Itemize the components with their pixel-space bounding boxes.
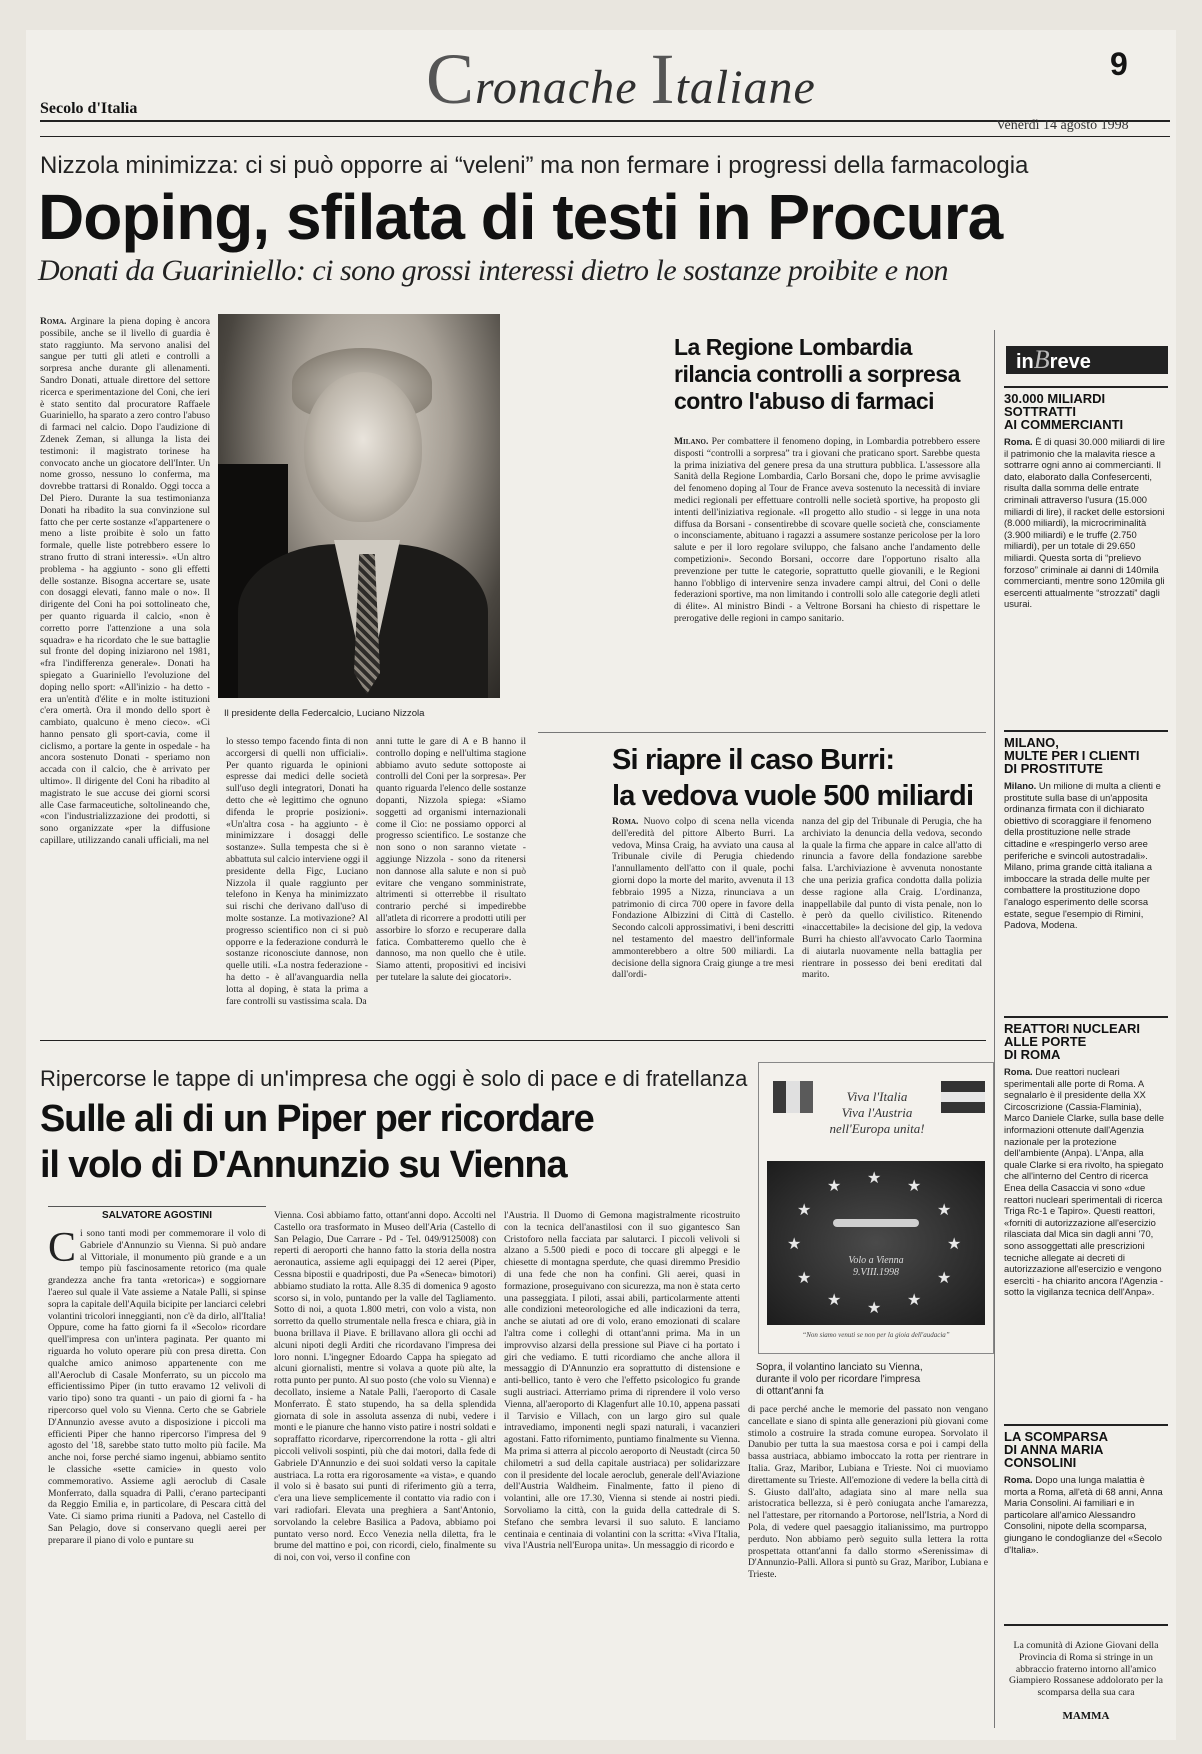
brief4-rule bbox=[1004, 1424, 1168, 1426]
notice-text: La comunità di Azione Giovani della Provincia di Roma si stringe in un abbraccio fraterno intorno all'amico Giampiero Rossanese addolorato per la scomparsa della sua cara bbox=[1009, 1640, 1163, 1699]
star-icon: ★ bbox=[867, 1170, 882, 1187]
main-story-col1: Roma. Arginare la piena doping è ancora possibile, anche se il livello di guardia è stato raggiunto. Ma servono analisi del sangue per tutti gli atleti e controlli a sorpresa anche durante gli allenamenti. Sandro Donati, attuale direttore del settore ricerca e sperimentazione del Coni, che ieri è stato sentito dal procuratore Raffaele Guariniello, ha sparato a zero contro l'abuso di farmaci nel calcio. Dopo l'audizione di Zdenek Zeman, si allunga la lista dei testimoni: il magistrato torinese ha convocato anche un giocatore dell'Inter. Un nome grosso, nessuno lo conferma, ma dovrebbe trattarsi di Ronaldo. Oggi tocca a Del Piero. Durante la sua testimonianza Donati ha ribadito la sua convinzione sul fatto che per certe sostanze «l'appartenere o meno a liste proibite è solo un fatto formale, quelle liste potrebbero essere lo strano frutto di strani interessi». «Un altro problema - ha aggiunto - sono gli effetti delle sostanze. Bisogna accertare se, usate con dosaggi elevati, fanno male o no». Il dirigente del Coni ha poi sottolineato che, per quanto riguarda il calcio, «non è corretto porre l'attenzione a una sola squadra» e ha ricordato che le sue battaglie sul fronte del doping iniziarono nel 1981, «fra l'indifferenza generale». Donati ha spiegato a Guariniello l'evoluzione del doping nello sport: «All'inizio - ha detto - era un'entità d'élite e in molte istituzioni c'era omertà. Ora il mondo dello sport è cambiato, qualcuno è meno cieco». «Ci hanno pensato gli sport-cavia, come il ciclismo, a portare la gente in ospedale - ha ancora sostenuto Donati - speriamo non accada con il calcio, che è arrivato per ultimo». Il dirigente del Coni ha ribadito al magistrato le sue accuse dei giorni scorsi alle Case farmaceutiche, soltolineando che, «con l'industrializzazione dei prodotti, si sono organizzate «per la diffusione capillare, utilizzando canali ufficiali, ma nel bbox=[40, 316, 210, 847]
main-kicker: Nizzola minimizza: ci si può opporre ai “veleni” ma non fermare i progressi della farmacologia bbox=[40, 152, 1029, 179]
dropcap: C bbox=[48, 1228, 77, 1271]
brief2-body: Milano. Un milione di multa a clienti e prostitute sulla base di un'apposita ordinanza firmata con il dichiarato obiettivo di scoraggiare il fenomeno della prostituzione nelle strade cittadine e «respingerlo verso aree periferiche e svincoli autostradali». Milano, prima grande città italiana a imboccare la strada delle multe per combattere la prostituzione dopo l'analogo esperimento delle scorsa estate, segue l'esempio di Rimini, Padova, Modena. bbox=[1004, 780, 1161, 931]
sidebar-divider bbox=[994, 330, 995, 1728]
paper-name: Secolo d'Italia bbox=[40, 100, 138, 117]
main-story-col3: anni tutte le gare di A e B hanno il controllo doping e nell'ultima stagione abbiamo avuto sedute sottoposte ai controlli del Coni per la sorpresa». Per quanto riguarda l'elenco delle sostanze dopanti, Nizzola spiega: «Siamo soggetti ad organismi internazionali come il Cio: ne possiamo opporci al progresso scientifico. Le sostanze che non sono o non saranno vietate - aggiunge Nizzola - sono da ritenersi non dannose alla salute e non si può evitare che vengano somministrate, altrimenti si otterrebbe il risultato contrario perché si impedirebbe all'atleta di ricorrere a prodotti utili per assorbire lo sforzo e recuperare dalla fatica. Combatteremo quello che è dannoso, ma non quello che è utile. Siamo attenti, propositivi ed incisivi per tutelare la salute dei giocatori». bbox=[376, 736, 526, 983]
section-title: Cronache Italiane bbox=[426, 39, 816, 119]
brief4-body: Roma. Dopo una lunga malattia è morta a Roma, all'età di 68 anni, Anna Maria Consolini. Ai familiari e in particolare all'amico Alessandro Consolini, nipote della scomparsa, giungano le condoglianze del «Secolo d'Italia». bbox=[1004, 1474, 1163, 1555]
flyer-caption: Sopra, il volantino lanciato su Vienna, durante il volo per ricordare l'impresa di ottant'anni fa bbox=[756, 1362, 923, 1397]
byline-rule bbox=[48, 1206, 266, 1207]
section-initial-c: C bbox=[426, 39, 476, 119]
photo-caption: Il presidente della Federcalcio, Luciano Nizzola bbox=[224, 708, 425, 719]
brief2-headline: MILANO, MULTE PER I CLIENTI DI PROSTITUTE bbox=[1004, 735, 1140, 776]
star-icon: ★ bbox=[947, 1236, 962, 1253]
brief3-body: Roma. Due reattori nucleari sperimentali alle porte di Roma. A segnalarlo è il presidente della XX Circoscrizione (Cassia-Flaminia), Marco Daniele Clarke, sulla base delle informazioni ottenute dall'Agenzia nazionale per la protezione dell'ambiente (Anpa). L'Anpa, alla quale Clarke si era rivolto, ha spiegato che all'interno del Centro di ricerca Enea della Casaccia vi sono «due reattori nucleari sperimentali di ricerca Triga Rc-1 e Tapiro». Questi reattori, «forniti di autorizzazione all'esercizio rilasciata dal Mica sin dagli anni '70, sono assoggettati alle prescrizioni tecniche allegate ai decreti di autorizzazione all'esercizio e vengono esercìti - ha chiarito ancora l'Agenzia - sotto la vigilanza tecnica dell'Anpa». bbox=[1004, 1066, 1164, 1298]
piper-col4: di pace perché anche le memorie del passato non vengano cancellate e siano di spinta alle generazioni più giovani come stimolo a costruire la strada comune europea. Sorvolato il Danubio per tutta la sua maestosa corsa e poi i campi della bassa austriaca, abbiamo imboccato la rotta per rientrare in Italia. Graz, Maribor, Lubiana e Trieste. Noi ci muoviamo direttamente su Trieste. All'emozione di vedere la bella città di S. Giusto dall'alto, adagiata sino al mare nella sua aristocratica bellezza, si è però coniugata anche l'amarezza, nel l'attestare, per ritornando a Portorose, nell'Istria, a Nord di Pola, di vedere quel paesaggio italianissimo, ma purtroppo perduto. Non abbiamo però seguito sulla lettera la rotta prospettata ottant'anni fa dallo stormo «Serenissima» di D'Annunzio-Palli. Allora si puntò su Graz, Maribor, Lubiana e Trieste. bbox=[748, 1404, 988, 1581]
brief4-headline: LA SCOMPARSA DI ANNA MARIA CONSOLINI bbox=[1004, 1429, 1108, 1470]
notice-rule bbox=[1004, 1624, 1168, 1626]
star-icon: ★ bbox=[797, 1270, 812, 1287]
star-icon: ★ bbox=[937, 1270, 952, 1287]
lombardia-body: Milano. Per combattere il fenomeno doping, in Lombardia potrebbero essere disposti “controlli a sorpresa” tra i giovani che praticano sport. Sarebbe questa la prima iniziativa del genere presa da una struttura pubblica. L'assessore alla Sanità della Regione Lombardia, Carlo Borsani che, dopo le prime avvisaglie del fenomeno doping al Tour de France aveva sostenuto la necessità di inviare medici regionali per effettuare controlli nelle società sportive, ha proposto gli intenti dell'iniziativa regionale. «Il progetto allo studio - si legge in una nota diffusa da Borsani - consentirebbe di scovare quelle società che, consciamente o inconsciamente, abituano i ragazzi a assumere sostanze pericolose per la loro salute e per il loro regolare sviluppo, che falsano anche l'andamento delle competizioni». Secondo Borsani, occorre dare l'opportuno risalto alla prevenzione per tutte le categorie, soprattutto quelle giovanili, e le Regioni hanno l'obbligo di intervenire senza invadere campi altrui, del Coni o delle federazioni sportive, ma non limitando i controlli solo alle categorie degli atleti di élite». Al ministro Bindi - a Veltrone Borsani ha chiesto di rispettare le prerogative delle regioni in campo sanitario. bbox=[674, 436, 980, 624]
main-story-col2: lo stesso tempo facendo finta di non accorgersi di quelli non ufficiali». Per quanto riguarda le opinioni espresse dai medici delle società sull'uso degli integratori, Donati ha detto che «è legittimo che ognuno difenda le proprie posizioni». «Un'altra cosa - ha aggiunto - è minimizzare i dosaggi delle sostanze». Sulla tempesta che si è abbattuta sul calcio interviene oggi il presidente della Figc, Luciano Nizzola il quale raggiunto per telefono in Kenya ha minimizzato sui rischi che derivano dall'uso di molte sostanze. La motivazione? Al progresso scientifico non ci si può opporre e la federazione condurrà le sostanze riconosciute dannose, non quelle utili. «La nostra federazione - ha detto - è all'avanguardia nella lotta al doping, è stata la prima a fare controlli su vastissima scala. Da bbox=[226, 736, 368, 1007]
piper-col2: Vienna. Così abbiamo fatto, ottant'anni dopo. Accolti nel Castello ora trasformato in Museo dell'Aria (Castello di San Pelagio, Due Carrare - Pd - Tel. 049/9125008) con reperti di aeroporti che hanno fatto la storia della nostra aeronautica, assieme agli equipaggi dei 12 aerei (Piper, Cessna bipostii e quadriposti, due Pa «Seneca» bimotori) abbiamo studiato la rotta. Alle 8.35 di domenica 9 agosto scorso si, in volo, puntando per la valle del Tagliamento. Sotto di noi, a quota 1.800 metri, con volo a vista, non sorretto da quello strumentale nella fresca e chiara, già in buona brillava il Piave. E brillavano allora gli occhi ad alcuni nipoti degli Arditi che ricordavano l'impresa dei loro nonni. L'ingegner Edoardo Cappa ha spiegato ad alcuni giornalisti, mentre si volava a quote più alte, la rotta punto per punto. Al suo posto (che volo su Vienna) e decollato, insieme a Natale Palli, l'aeroporto di Casale Monferrato. È stato stupendo, ha sa della splendida giornata di sole in assoluta assenza di nubi, vedere i monti e le pianure che hanno visto patire i nostri soldati e sopraffatto ricordarve, ripercorrendone la rotta - gli altri piccoli velivoli sospinti, più che dai motori, dalla fede di Gabriele D'Annunzio e dei suoi soldati verso la capitale austriaca. La rotta era rigorosamente «a vista», e quando il volo si è basato sui punti di riferimento giù a terra, c'era una lieve semplicemente il contatto via radio con i vari radiofari. Elevata una preghiera a Sant'Antonio, sorvolando la celebre Basilica a Padova, abbiamo poi puntato verso nord. Ecco Venezia nella diletta, fra le brume del mattino e poi, con ricordi, cielo, finalmente su di noi, con voi, verso il confine con bbox=[274, 1210, 496, 1564]
newspaper-page bbox=[26, 30, 1176, 1740]
star-icon: ★ bbox=[937, 1202, 952, 1219]
piper-col3: l'Austria. Il Duomo di Gemona magistralmente ricostruito con la tecnica dell'anastilosi con il suo gigantesco San Cristoforo nella facciata par salutarci. I piccoli velivoli si alzano a 5.500 piedi e poco di toccare gli alpeggi e le chiesette di montagna sperdute, che quasi diremmo Presidio di una fede che non ha confini. Gli aerei, quasi in formazione, proseguivano con sicurezza, ma non è stata certo una passeggiata. I piloti, assai abili, particolarmente attenti alle condizioni meteorologiche ed alle indicazioni da terra, anche se aiutati ad ore di volo, erano emozionati di scalare l'altra come i colleghi di ottant'anni prima. Ma in un improvviso alzarsi della pressione sul Piave ci ha portato i giri che vediamo. E tutti ricordiamo che anche allora il messaggio di D'Annunzio era soprattutto di distensione e anti-bellico, tanto è vero che l'effetto psicologico fu grande sugli austriaci. Atterriamo prima di riprendere il volo verso Vienna, all'aeroporto di Klagenfurt alle 10.10, appena passati il Tarvisio e Villach, con un largo giro sul quale intravediamo, imponenti negli spazi naturali, i vacanzieri agostani. Fatto rifornimento, puntiamo finalmente su Vienna. Ma prima si atterra al piccolo aeroporto di Neustadt (circa 50 chilometri a sud della capitale austriaca) per solidarizzare con il presidente del locale aeroclub, generale dell'Aviazione dell'Austria Waldheim. Finalmente, fatto il pieno di volantini, alle ore 17.30, Vienna si stende ai nostri piedi. Sorvoliamo la città, con la guida della cattedrale di S. Stefano che sembra levarsi il suo saluto. E lanciamo centinaia e centinaia di volantini con la scritta: «Viva l'Italia, viva l'Austria nell'Europa unita». Un messaggio di ricordo e bbox=[504, 1210, 740, 1552]
piper-col1: Ci sono tanti modi per commemorare il volo di Gabriele d'Annunzio su Vienna. Si può andare al Vittoriale, il monumento più grande e a un tempo più fascinosamente retorico (ma quale grandezza anche fra tanta «retorica») e soggiornare l'aereo sul quale il Vate assieme a Natale Palli, si spinse sopra la capitale dell'Aquila bicipite per lanciarci celebri volantini tricolori inneggianti, non c'è da dirlo, all'Italia! Oppure, come ha fatto giorni fa il «Secolo» ricordare quell'impresa con un'intera paginata. Per quanto mi riguarda ho voluto operare più con presa diretta. Con qualche amico animoso appartenente con me all'Aeroclub di Casale Monferrato, su un piccolo ma efficientissimo Piper (in tutto eravamo 12 velivoli di vario tipo) sono tra quanti - un paio di giorni fa - ha ripercorso quel volo su Vienna. Certo che se Gabriele D'Annunzio avesse avuto a disposizione i piccoli ma efficienti Piper che hanno ripercorso l'impresa del 9 agosto del '18, sarebbe stato tutto molto più facile. Ma anche noi, forse perché siamo ingenui, abbiamo sentito le classiche «sette camicie» in questo volo commemorativo. Assieme agli aeroclub di Casale Monferrato, dalla squadra di Palli, c'erano partecipanti da Reggio Emilia e, in particolare, di Pescara città del Vate. Ci siamo prima riuniti a Padova, nel Castello di San Pelagio, dove si conservano quegli aerei per preparare il piano di volo e puntare su bbox=[48, 1228, 266, 1546]
burri-col2: nanza del gip del Tribunale di Perugia, che ha archiviato la denuncia della vedova, secondo la quale la firma che appare in calce all'atto di rinuncia a favore della fondazione sarebbe falsa. L'archiviazione è avvenuta nonostante che una perizia grafica condotta dalla polizia desse ragione alla Craig. L'ordinanza, inappellabile dal punto di vista penale, non lo è però da quello civilistico. Ritenendo «inaccettabile» la decisione del gip, la vedova Burri ha chiesto all'avvocato Carlo Taormina di aiutarla nuovamente nella battaglia per rientrare in possesso dei beni ereditati dal marito. bbox=[802, 816, 982, 981]
notice-sign: MAMMA bbox=[1062, 1710, 1110, 1722]
plane-icon bbox=[833, 1219, 919, 1227]
flyer-inner-text: Volo a Vienna 9.VIII.1998 bbox=[848, 1255, 904, 1278]
piper-byline: SALVATORE AGOSTINI bbox=[101, 1210, 212, 1221]
issue-date: Venerdì 14 agosto 1998 bbox=[996, 118, 1129, 133]
nizzola-photo bbox=[218, 314, 500, 698]
page-number: 9 bbox=[1110, 46, 1128, 82]
main-subhead: Donati da Guariniello: ci sono grossi interessi dietro le sostanze proibite e non bbox=[38, 254, 949, 287]
flyer-text: Viva l'Italia Viva l'Austria nell'Europa unita! bbox=[829, 1089, 925, 1136]
piper-headline: Sulle ali di un Piper per ricordare il volo di D'Annunzio su Vienna bbox=[40, 1098, 594, 1186]
star-icon: ★ bbox=[797, 1202, 812, 1219]
burri-headline: Si riapre il caso Burri: la vedova vuole 500 miliardi bbox=[612, 744, 974, 812]
burri-col1: Roma. Nuovo colpo di scena nella vicenda dell'eredità del pittore Alberto Burri. La vedova, Minsa Craig, ha avviato una causa al Tribunale civile di Perugia chiedendo l'annullamento dell'atto con il quale, pochi giorni dopo la morte del marito, avvenuta il 13 febbraio 1995 a Nizza, rinunciava a un patrimonio di circa 700 opere in favore della Fondazione Albizzini di Città di Castello. Secondo calcoli approssimativi, i beni descritti nel testamento del maestro dell'informale ammonterebbero a oltre 500 miliardi. La decisione della signora Craig giunge a tre mesi dall'ordi- bbox=[612, 816, 794, 981]
star-icon: ★ bbox=[827, 1292, 842, 1309]
brief3-headline: REATTORI NUCLEARI ALLE PORTE DI ROMA bbox=[1004, 1021, 1141, 1062]
in-breve-label: inBreve bbox=[1006, 346, 1168, 374]
piper-kicker: Ripercorse le tappe di un'impresa che oggi è solo di pace e di fratellanza bbox=[40, 1066, 748, 1091]
main-headline: Doping, sfilata di testi in Procura bbox=[38, 181, 1003, 253]
brief1-headline: 30.000 MILIARDI SOTTRATTI AI COMMERCIANTI bbox=[1004, 391, 1124, 432]
brief3-rule bbox=[1004, 1016, 1168, 1018]
star-icon: ★ bbox=[867, 1300, 882, 1317]
brief1-rule bbox=[1004, 386, 1168, 388]
flyer-image bbox=[758, 1062, 994, 1354]
burri-top-rule bbox=[538, 732, 986, 733]
section-initial-i: I bbox=[650, 39, 676, 119]
piper-top-rule bbox=[40, 1040, 986, 1041]
star-icon: ★ bbox=[907, 1178, 922, 1195]
flyer-footnote: “Non siamo venuti se non per la gioia dell'audacia” bbox=[802, 1331, 950, 1339]
lombardia-headline: La Regione Lombardia rilancia controlli a sorpresa contro l'abuso di farmaci bbox=[674, 334, 960, 414]
star-icon: ★ bbox=[787, 1236, 802, 1253]
eu-stars-panel bbox=[767, 1161, 985, 1325]
star-icon: ★ bbox=[827, 1178, 842, 1195]
brief2-rule bbox=[1004, 730, 1168, 732]
star-icon: ★ bbox=[907, 1292, 922, 1309]
brief1-body: Roma. È di quasi 30.000 miliardi di lire il patrimonio che la malavita riesce a sottrarre ogni anno ai commercianti. Il dato, elaborato dalla Confesercenti, risulta dalla somma delle entrate criminali attraverso l'usura (15.000 miliardi di lire), il racket delle estorsioni (8.000 miliardi), la microcriminalità (3.900 miliardi) e le truffe (2.750 miliardi), per un totale di 29.650 miliardi. Questa sorta di “prelievo forzoso” criminale ai danni di 140mila commercianti, mentre sono 120mila gli esercenti attualmente “strozzati” dagli usurai. bbox=[1004, 436, 1166, 610]
date-rule bbox=[40, 136, 1170, 137]
